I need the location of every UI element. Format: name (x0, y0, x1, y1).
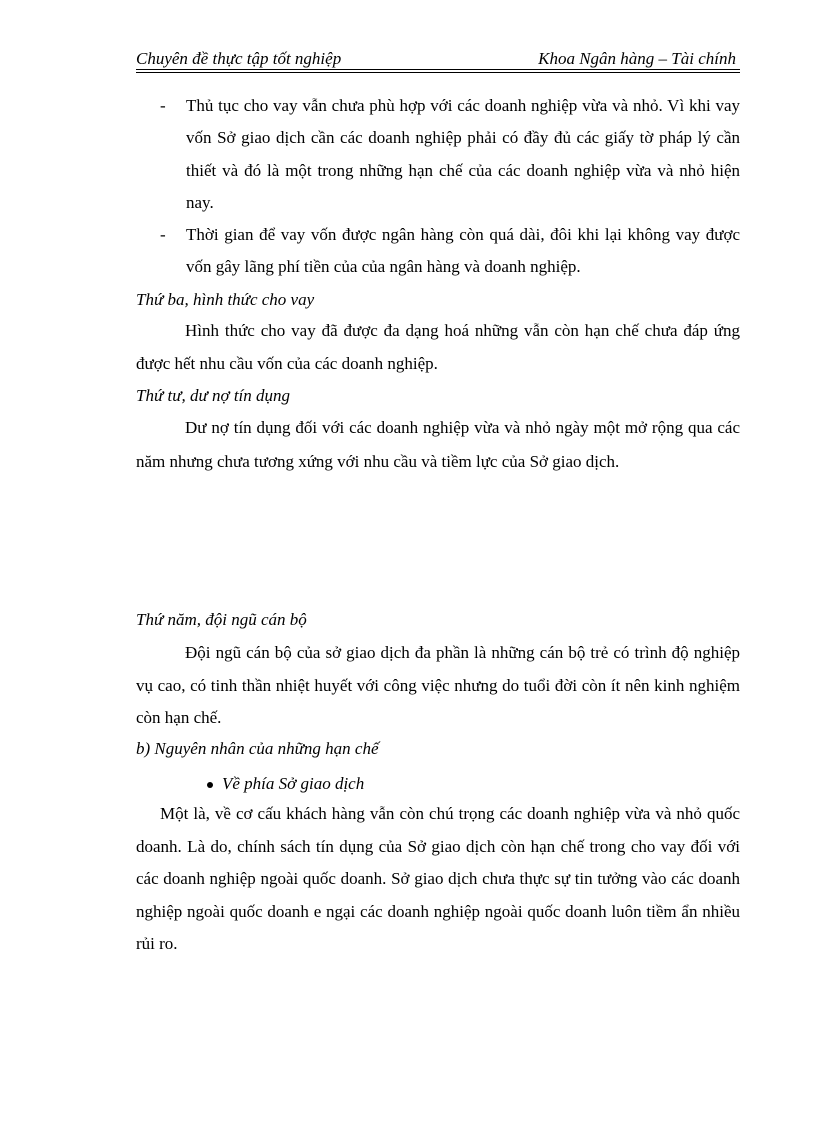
section-heading-3: Thứ ba, hình thức cho vay (136, 290, 315, 309)
list-item-text: Thời gian để vay vốn được ngân hàng còn quá dài, đôi khi lại không vay được vốn gây lãng phí tiền của của ngân hàng và doanh nghiệp. (186, 225, 740, 277)
header-rule (136, 69, 740, 70)
dash-marker: - (160, 96, 166, 115)
dash-marker: - (160, 225, 166, 244)
causes-bullet (222, 772, 364, 796)
causes-body: Một là, về cơ cấu khách hàng vẫn còn chú trọng các doanh nghiệp vừa và nhỏ quốc doanh. Là do, chính sách tín dụng của Sở giao dịch còn hạn chế trong cho vay đối với các doanh nghiệp ngoài quốc doanh. Sở giao dịch chưa thực sự tin tưởng vào các doanh nghiệp ngoài quốc doanh e ngại các doanh nghiệp ngoài quốc doanh luôn tiềm ẩn nhiều rủi ro. (136, 804, 740, 953)
causes-heading: b) Nguyên nhân của những hạn chế (136, 739, 379, 758)
list-item (136, 90, 740, 219)
section-body-4: Dư nợ tín dụng đối với các doanh nghiệp vừa và nhỏ ngày một mở rộng qua các năm nhưng chưa tương xứng với nhu cầu và tiềm lực của Sở giao dịch. (136, 418, 740, 471)
page-header (136, 48, 740, 70)
section-body-5: Đội ngũ cán bộ của sở giao dịch đa phần là những cán bộ trẻ có trình độ nghiệp vụ cao, có tinh thần nhiệt huyết với công việc nhưng do tuổi đời còn ít nên kinh nghiệm còn hạn chế. (136, 643, 740, 727)
section-heading-5: Thứ năm, đội ngũ cán bộ (136, 610, 307, 629)
header-right-title: Khoa Ngân hàng – Tài chính (538, 49, 736, 68)
header-left-title: Chuyên đề thực tập tốt nghiệp (136, 49, 342, 68)
list-item-text: Thủ tục cho vay vẫn chưa phù hợp với các doanh nghiệp vừa và nhỏ. Vì khi vay vốn Sở giao dịch cần các doanh nghiệp phải có đầy đủ các giấy tờ pháp lý cần thiết và đó là một trong những hạn chế của các doanh nghiệp vừa và nhỏ hiện nay. (186, 96, 740, 212)
section-body-3: Hình thức cho vay đã được đa dạng hoá những vẫn còn hạn chế chưa đáp ứng được hết nhu cầu vốn của các doanh nghiệp. (136, 321, 740, 373)
section-heading-4: Thứ tư, dư nợ tín dụng (136, 386, 291, 405)
causes-bullet-text: Về phía Sở giao dịch (222, 774, 365, 793)
header-rule-double (136, 72, 740, 73)
bullet-dot-icon (207, 782, 213, 788)
list-item (136, 219, 740, 284)
